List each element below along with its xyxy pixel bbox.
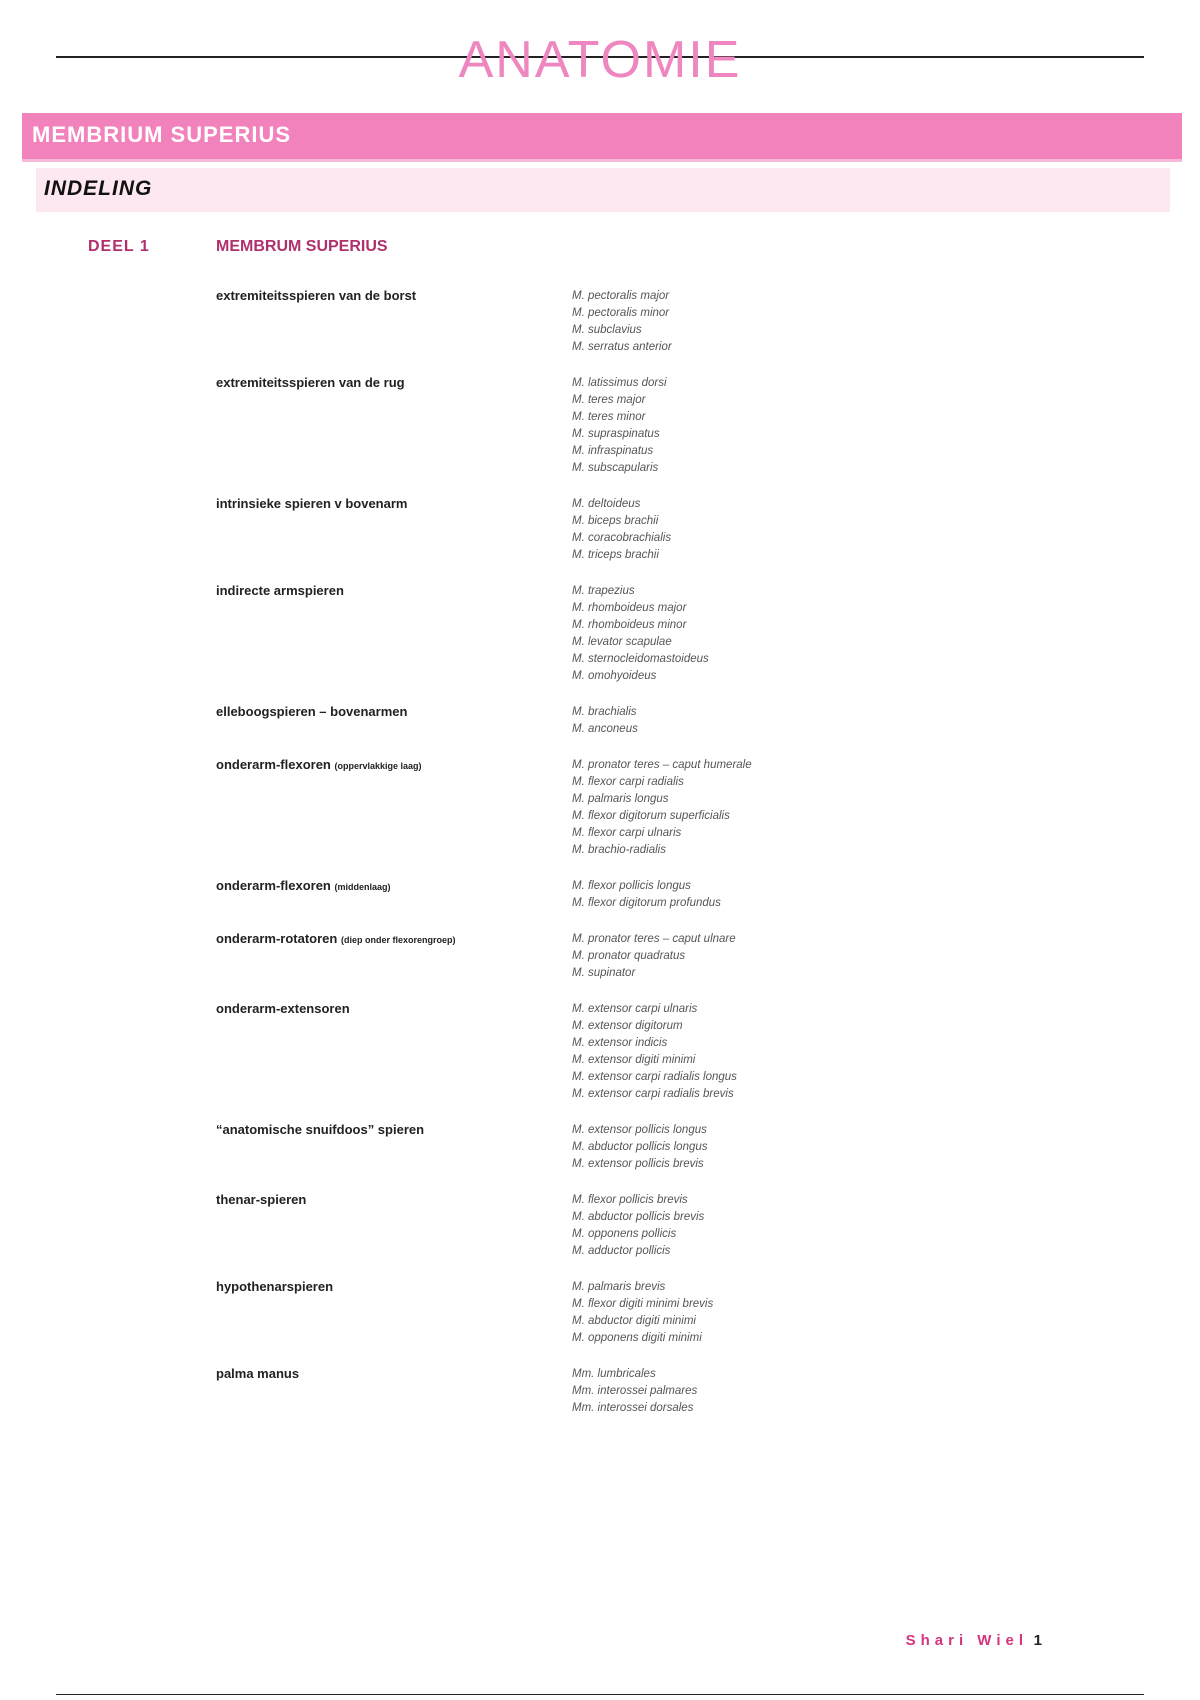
- muscle-group-name: [216, 1366, 299, 1381]
- muscle-item: Mm. interossei palmares: [572, 1385, 698, 1397]
- muscle-item: M. pronator quadratus: [572, 950, 686, 962]
- muscle-group: [0, 931, 1200, 982]
- muscle-item: M. abductor digiti minimi: [572, 1315, 696, 1327]
- muscle-item: M. abductor pollicis brevis: [572, 1211, 705, 1223]
- muscle-list: [572, 1122, 708, 1173]
- muscle-item: M. pectoralis minor: [572, 307, 670, 319]
- subsection-title: INDELING: [44, 177, 153, 200]
- muscle-group-title: intrinsieke spieren v bovenarm: [216, 496, 408, 511]
- muscle-item: M. extensor carpi ulnaris: [572, 1003, 698, 1015]
- muscle-group-name: [216, 288, 416, 303]
- muscle-item: M. trapezius: [572, 585, 635, 597]
- muscle-item: M. adductor pollicis: [572, 1245, 671, 1257]
- muscle-group-title: elleboogspieren – bovenarmen: [216, 704, 408, 719]
- muscle-item: M. supraspinatus: [572, 428, 660, 440]
- muscle-item: M. coracobrachialis: [572, 532, 672, 544]
- muscle-group-title: thenar-spieren: [216, 1192, 307, 1207]
- document-title: [0, 30, 1200, 90]
- muscle-item: M. flexor digitorum superficialis: [572, 810, 730, 822]
- muscle-group-name: [216, 704, 407, 719]
- muscle-item: M. extensor carpi radialis brevis: [572, 1088, 734, 1100]
- muscle-item: M. rhomboideus major: [572, 602, 687, 614]
- muscle-item: Mm. interossei dorsales: [572, 1402, 694, 1414]
- section-title: MEMBRIUM SUPERIUS: [32, 122, 292, 147]
- muscle-item: M. extensor pollicis longus: [572, 1124, 707, 1136]
- muscle-item: M. triceps brachii: [572, 549, 659, 561]
- muscle-list: [572, 931, 736, 982]
- muscle-item: M. opponens pollicis: [572, 1228, 677, 1240]
- muscle-item: M. rhomboideus minor: [572, 619, 687, 631]
- muscle-item: M. pectoralis major: [572, 290, 670, 302]
- muscle-item: M. serratus anterior: [572, 341, 672, 353]
- muscle-item: M. pronator teres – caput humerale: [572, 759, 752, 771]
- section-header-bar: [22, 113, 1182, 162]
- part-label: DEEL 1: [88, 238, 150, 255]
- muscle-list: [572, 704, 638, 738]
- muscle-group-name: [216, 375, 405, 390]
- muscle-item: M. anconeus: [572, 723, 638, 735]
- muscle-item: M. teres minor: [572, 411, 646, 423]
- muscle-list: [572, 496, 671, 564]
- muscle-group: [0, 1366, 1200, 1417]
- muscle-group: [0, 288, 1200, 356]
- muscle-group: [0, 878, 1200, 912]
- subsection-header-bar: [36, 168, 1170, 212]
- muscle-group-note: (oppervlakkige laag): [334, 761, 422, 771]
- muscle-group-title: palma manus: [216, 1366, 300, 1381]
- muscle-group-title: indirecte armspieren: [216, 583, 344, 598]
- muscle-item: M. flexor pollicis longus: [572, 880, 691, 892]
- muscle-list: [572, 375, 667, 477]
- muscle-group: [0, 757, 1200, 859]
- muscle-group-title: onderarm-extensoren: [216, 1001, 350, 1016]
- document-title-text: ANATOMIE: [458, 31, 742, 89]
- muscle-group-name: [216, 931, 456, 946]
- muscle-group-name: [216, 757, 422, 772]
- muscle-item: M. subscapularis: [572, 462, 659, 474]
- muscle-item: M. palmaris brevis: [572, 1281, 666, 1293]
- muscle-group-title: “anatomische snuifdoos” spieren: [216, 1122, 425, 1137]
- muscle-group: [0, 375, 1200, 477]
- muscle-item: M. flexor pollicis brevis: [572, 1194, 688, 1206]
- part-title: MEMBRUM SUPERIUS: [216, 238, 388, 255]
- muscle-group-title: onderarm-flexoren: [216, 878, 331, 893]
- muscle-list: [572, 583, 709, 685]
- muscle-group-name: [216, 583, 344, 598]
- muscle-item: M. teres major: [572, 394, 646, 406]
- muscle-item: M. extensor indicis: [572, 1037, 668, 1049]
- muscle-list: [572, 1279, 713, 1347]
- muscle-item: M. supinator: [572, 967, 636, 979]
- muscle-group-title: extremiteitsspieren van de borst: [216, 288, 417, 303]
- bottom-rule: [56, 1694, 1144, 1695]
- muscle-group: [0, 496, 1200, 564]
- muscle-list: [572, 1001, 737, 1103]
- muscle-group-name: [216, 1122, 424, 1137]
- muscle-item: M. levator scapulae: [572, 636, 672, 648]
- muscle-group-note: (diep onder flexorengroep): [340, 935, 456, 945]
- muscle-list: [572, 1192, 704, 1260]
- muscle-item: M. pronator teres – caput ulnare: [572, 933, 736, 945]
- muscle-item: M. subclavius: [572, 324, 642, 336]
- muscle-item: M. extensor carpi radialis longus: [572, 1071, 737, 1083]
- muscle-group-title: onderarm-flexoren: [216, 757, 331, 772]
- muscle-item: M. omohyoideus: [572, 670, 657, 682]
- muscle-group-name: [216, 878, 391, 893]
- muscle-item: M. abductor pollicis longus: [572, 1141, 708, 1153]
- muscle-item: M. brachialis: [572, 706, 637, 718]
- muscle-group: [0, 704, 1200, 738]
- muscle-item: M. flexor digitorum profundus: [572, 897, 721, 909]
- page-number: 1: [1033, 1632, 1042, 1649]
- footer-author: Shari Wiel: [905, 1632, 1028, 1649]
- muscle-group: [0, 583, 1200, 685]
- muscle-item: M. biceps brachii: [572, 515, 659, 527]
- muscle-group: [0, 1279, 1200, 1347]
- muscle-item: M. flexor digiti minimi brevis: [572, 1298, 714, 1310]
- muscle-item: M. palmaris longus: [572, 793, 669, 805]
- muscle-group: [0, 1192, 1200, 1260]
- muscle-group-name: [216, 1279, 333, 1294]
- muscle-item: M. opponens digiti minimi: [572, 1332, 702, 1344]
- muscle-item: Mm. lumbricales: [572, 1368, 656, 1380]
- muscle-list: [572, 1366, 697, 1417]
- muscle-group: [0, 1122, 1200, 1173]
- muscle-group-list: [0, 288, 1200, 1436]
- muscle-item: M. flexor carpi ulnaris: [572, 827, 682, 839]
- muscle-group-title: extremiteitsspieren van de rug: [216, 375, 405, 390]
- muscle-group-note: (middenlaag): [334, 882, 391, 892]
- muscle-item: M. extensor pollicis brevis: [572, 1158, 704, 1170]
- muscle-group: [0, 1001, 1200, 1103]
- muscle-item: M. sternocleidomastoideus: [572, 653, 709, 665]
- muscle-group-title: hypothenarspieren: [216, 1279, 334, 1294]
- muscle-list: [572, 757, 752, 859]
- muscle-item: M. infraspinatus: [572, 445, 654, 457]
- muscle-item: M. deltoideus: [572, 498, 641, 510]
- muscle-item: M. flexor carpi radialis: [572, 776, 684, 788]
- muscle-group-name: [216, 1001, 350, 1016]
- muscle-list: [572, 288, 672, 356]
- muscle-item: M. extensor digitorum: [572, 1020, 683, 1032]
- muscle-item: M. extensor digiti minimi: [572, 1054, 696, 1066]
- muscle-item: M. brachio-radialis: [572, 844, 666, 856]
- muscle-item: M. latissimus dorsi: [572, 377, 667, 389]
- muscle-group-title: onderarm-rotatoren: [216, 931, 338, 946]
- muscle-group-name: [216, 496, 407, 511]
- muscle-list: [572, 878, 721, 912]
- muscle-group-name: [216, 1192, 306, 1207]
